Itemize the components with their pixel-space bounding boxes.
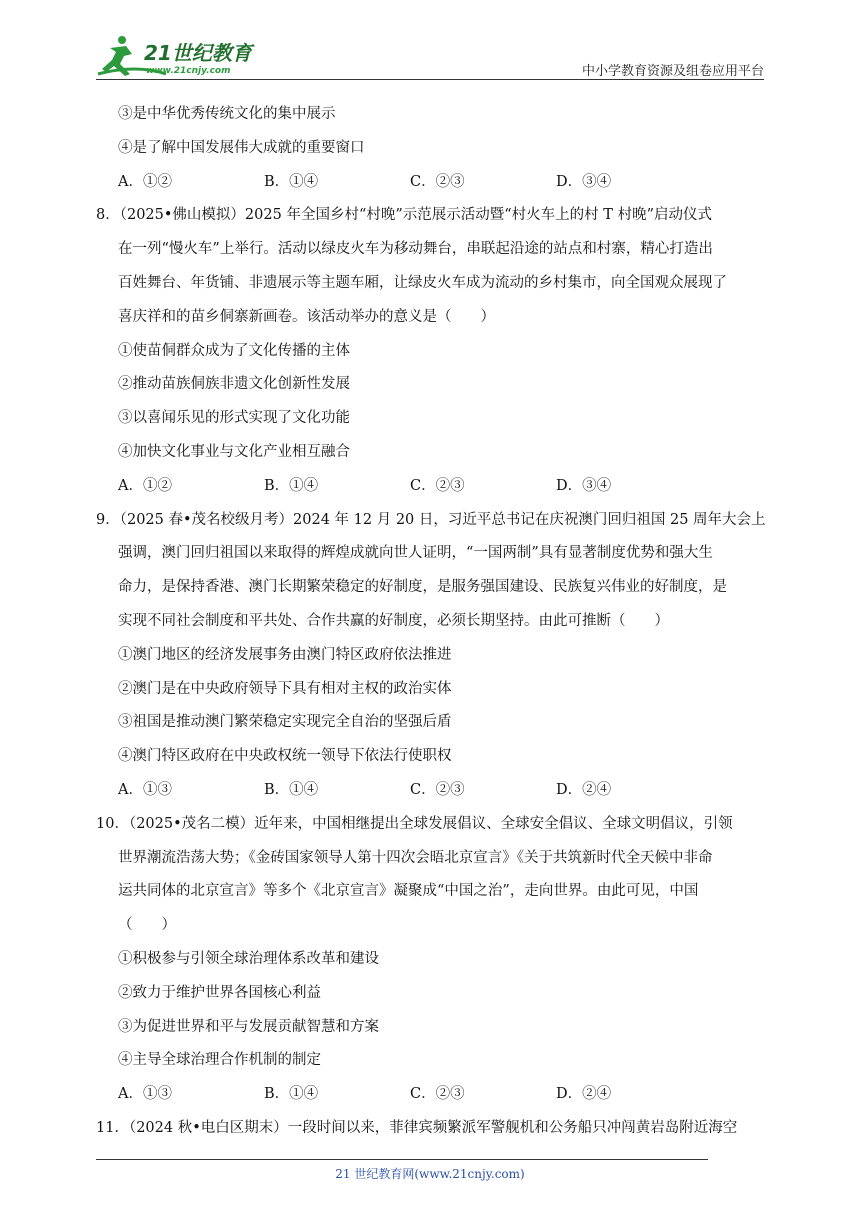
page-footer: 21 世纪教育网(www.21cnjy.com) [335,1167,525,1181]
question-stem: 8．（2025•佛山模拟）2025 年全国乡村“村晚”示范展示活动暨“村火车上的村 T 村晚”启动仪式 [96,207,712,224]
footer-divider [96,1159,708,1160]
answer-choice: C．②③ [410,173,465,190]
answer-choice: B．①④ [264,173,319,190]
answer-choices [118,470,766,504]
platform-tagline: 中小学教育资源及组卷应用平台 [581,64,764,79]
answer-choice: D．②④ [556,781,612,798]
answer-choices [118,774,766,808]
question-content [96,98,766,1146]
statement-option: ④主导全球治理合作机制的制定 [118,1052,321,1069]
answer-choice: A．①③ [118,1086,172,1103]
answer-choice: D．③④ [556,173,612,190]
statement-option: ③以喜闻乐见的形式实现了文化功能 [118,410,350,427]
statement-option: ③是中华优秀传统文化的集中展示 [118,106,336,122]
answer-choice: A．①② [118,477,172,494]
answer-choice: C．②③ [410,477,465,494]
statement-option: ④加快文化事业与文化产业相互融合 [118,443,350,460]
header-divider [96,79,764,80]
statement-option: ②澳门是在中央政府领导下具有相对主权的政治实体 [118,680,452,697]
question-stem-continued: 命力，是保持香港、澳门长期繁荣稳定的好制度，是服务强国建设、民族复兴伟业的好制度，是 [118,579,727,596]
answer-choice: D．③④ [556,477,612,494]
page-header [96,34,764,80]
answer-choice: B．①④ [264,781,319,798]
answer-choice: B．①④ [264,1086,319,1103]
statement-option: ①使苗侗群众成为了文化传播的主体 [118,342,350,359]
answer-choice: B．①④ [264,477,319,494]
answer-choice: C．②③ [410,781,465,798]
answer-choice: A．①② [118,173,172,190]
question-stem: 9．（2025 春•茂名校级月考）2024 年 12 月 20 日，习近平总书记在庆祝澳门回归祖国 25 周年大会上 [96,511,766,528]
answer-choice: C．②③ [410,1086,465,1103]
question-stem-continued: 百姓舞台、年货铺、非遗展示等主题车厢，让绿皮火车成为流动的乡村集市，向全国观众展现了 [118,274,727,291]
answer-choices [118,1078,766,1112]
logo-url: www.21cnjy.com [146,66,231,76]
question-stem-continued: 在一列“慢火车”上举行。活动以绿皮火车为移动舞台，串联起沿途的站点和村寨，精心打造出 [118,241,713,258]
question-stem: 11．（2024 秋•电白区期末）一段时间以来，菲律宾频繁派军警舰机和公务船只冲闯黄岩岛附近海空 [96,1119,738,1136]
logo-text: 21世纪教育 [144,41,252,65]
question-stem-continued: 世界潮流浩荡大势；《金砖国家领导人第十四次会晤北京宣言》《关于共筑新时代全天候中非命 [118,849,713,866]
answer-choice: D．②④ [556,1086,612,1103]
question-stem: 10．（2025•茂名二模）近年来，中国相继提出全球发展倡议、全球安全倡议、全球文明倡议，引领 [96,815,733,832]
question-stem-continued: 实现不同社会制度和平共处、合作共赢的好制度，必须长期坚持。由此可推断（ ） [118,612,669,629]
statement-option: ①积极参与引领全球治理体系改革和建设 [118,950,379,967]
answer-choices [118,166,766,200]
question-stem-continued: 运共同体的北京宣言》等多个《北京宣言》凝聚成“中国之治”，走向世界。由此可见，中国 [118,883,699,900]
site-logo [96,34,266,78]
statement-option: ②推动苗族侗族非遗文化创新性发展 [118,376,350,393]
statement-option: ④是了解中国发展伟大成就的重要窗口 [118,139,365,156]
statement-option: ③祖国是推动澳门繁荣稳定实现完全自治的坚强后盾 [118,714,452,731]
statement-option: ③为促进世界和平与发展贡献智慧和方案 [118,1018,379,1035]
question-stem-continued: 喜庆祥和的苗乡侗寨新画卷。该活动举办的意义是（ ） [118,308,495,325]
question-stem-continued: （ ） [118,917,176,934]
statement-option: ②致力于维护世界各国核心利益 [118,984,321,1001]
question-stem-continued: 强调，澳门回归祖国以来取得的辉煌成就向世人证明，“一国两制”具有显著制度优势和强大生 [118,545,713,562]
statement-option: ④澳门特区政府在中央政权统一领导下依法行使职权 [118,748,452,765]
answer-choice: A．①③ [118,781,172,798]
statement-option: ①澳门地区的经济发展事务由澳门特区政府依法推进 [118,646,452,663]
